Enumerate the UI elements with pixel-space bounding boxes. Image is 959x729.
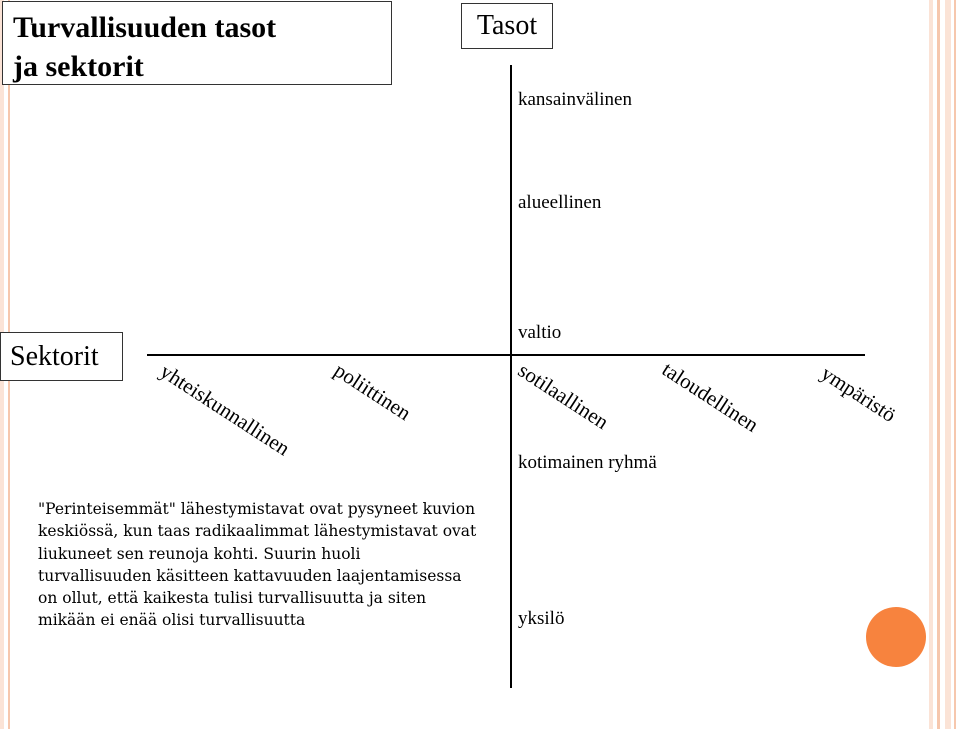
level-individual: yksilö — [518, 608, 565, 629]
sector-economic: taloudellinen — [657, 357, 763, 437]
level-international: kansainvälinen — [518, 89, 632, 110]
levels-axis-line — [510, 65, 512, 688]
orange-circle-decoration — [866, 607, 926, 667]
level-regional: alueellinen — [518, 192, 602, 213]
description-text: "Perinteisemmät" lähestymistavat ovat pysyneet kuvion keskiössä, kun taas radikaalimmat lähestymistavat ovat liukuneet sen reunoja kohti. Suurin huoli turvallisuuden käsitteen kattavuuden laajentamisessa on ollut, että kaikesta tulisi turvallisuutta ja siten mikään ei enää olisi turvallisuutta — [38, 500, 477, 630]
page-title — [2, 1, 392, 85]
sector-societal: yhteiskunnallinen — [155, 359, 295, 461]
sector-political: poliittinen — [329, 358, 416, 426]
right-stripe-3 — [945, 0, 951, 729]
title-line-1: Turvallisuuden tasot — [13, 11, 277, 44]
sector-environmental: ympäristö — [816, 361, 901, 427]
title-line-2: ja sektorit — [13, 50, 144, 83]
sectors-axis-title: Sektorit — [0, 332, 123, 381]
sectors-axis-line — [147, 354, 865, 356]
sector-military: sotilaallinen — [513, 358, 614, 435]
level-state: valtio — [518, 322, 562, 343]
levels-axis-title: Tasot — [461, 3, 553, 49]
right-stripe-1 — [929, 0, 933, 729]
level-domestic-group: kotimainen ryhmä — [518, 452, 657, 473]
right-stripe-2 — [937, 0, 940, 729]
right-stripe-4 — [954, 0, 956, 729]
